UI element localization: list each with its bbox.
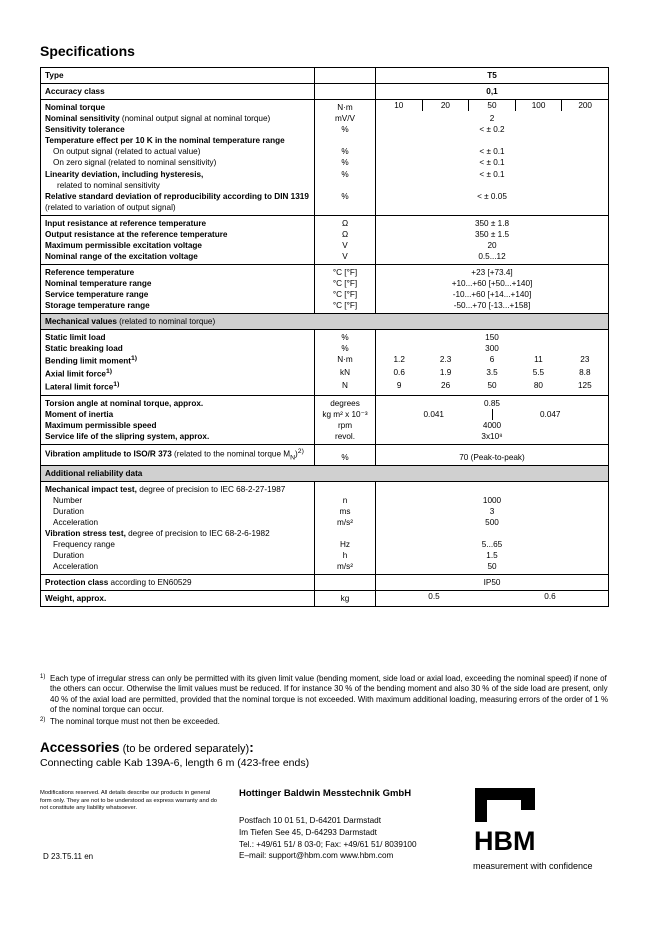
vibration-row: Vibration amplitude to ISO/R 373 (related to the nominal torque $M_N)^{2)}$ % 70 (Peak-to-peak) — [41, 445, 609, 466]
lateral-row: Lateral limit force$^{1)}$ N 9 26 50 80 125 — [41, 380, 609, 395]
temp-output-row: On output signal (related to actual value) % < ± 0.1 — [41, 146, 609, 157]
logo-slogan: measurement with confidence — [473, 861, 593, 871]
temp-zero-row: On zero signal (related to nominal sensitivity) % < ± 0.1 — [41, 157, 609, 168]
nominal-temperature-row: Nominal temperature range °C [°F] +10...+60 [+50...+140] — [41, 278, 609, 289]
vibration-frequency-row: Frequency range Hz 5...65 — [41, 539, 609, 550]
document-id: D 23.T5.11 en — [43, 852, 94, 861]
impact-duration-row: Duration ms 3 — [41, 506, 609, 517]
max-speed-row: Maximum permissible speed rpm 4000 — [41, 420, 609, 431]
accessories-item: Connecting cable Kab 139A-6, length 6 m (423-free ends) — [40, 757, 310, 769]
hbm-logo — [473, 786, 613, 871]
vibration-acceleration-row: Acceleration m/s² 50 — [41, 561, 609, 575]
nominal-excitation-row: Nominal range of the excitation voltage V 0.5...12 — [41, 251, 609, 265]
vibration-stress-row: Vibration stress test, degree of precision to IEC 68-2-6-1982 — [41, 528, 609, 539]
linearity-row: Linearity deviation, including hysteresis, related to nominal sensitivity % < ± 0.1 — [41, 169, 609, 191]
protection-row: Protection class according to EN60529 IP50 — [41, 575, 609, 591]
type-row: Type T5 — [41, 68, 609, 84]
temp-effect-row: Temperature effect per 10 K in the nominal temperature range — [41, 135, 609, 146]
sensitivity-row: Nominal sensitivity (nominal output signal at nominal torque) mV/V 2 — [41, 113, 609, 124]
reference-temperature-row: Reference temperature °C [°F] +23 [+73.4] — [41, 265, 609, 279]
disclaimer: Modifications reserved. All details describe our products in general form only. They are not to be understood as express warranty and do not constitute any liability whatsoever. — [40, 790, 218, 812]
impact-number-row: Number n 1000 — [41, 495, 609, 506]
company-address: Hottinger Baldwin Messtechnik GmbH Postfach 10 01 51, D-64201 Darmstadt Im Tiefen See 45, D-64293 Darmstadt Tel.: +49/61 51/ 8 03-0; Fax: +49/61 51/ 8039100 E–mail: support@hbm.com www.hbm.com — [239, 788, 417, 861]
max-excitation-row: Maximum permissible excitation voltage V 20 — [41, 240, 609, 251]
static-breaking-row: Static breaking load % 300 — [41, 343, 609, 354]
weight-row: Weight, approx. kg 0.5 0.6 — [41, 591, 609, 607]
impact-test-row: Mechanical impact test, degree of precision to IEC 68-2-27-1987 — [41, 481, 609, 495]
sensitivity-tolerance-row: Sensitivity tolerance % < ± 0.2 — [41, 124, 609, 135]
static-limit-row: Static limit load % 150 — [41, 330, 609, 344]
bending-row: Bending limit moment$^{1)}$ N·m 1.2 2.3 6 11 23 — [41, 354, 609, 367]
footnote-1: 1) Each type of irregular stress can only be permitted with its given limit value (bending moment, side load or axial load, exceeding the nominal speed) if none of the others can occur. Otherwise the limit values must be reduced. If for instance 30 % of the bending moment and also 30 % of the side load are present, only 40 % of the axial load are permitted, provided that the nominal torque is not exceeded. With maximum additional loading, measuring errors of the order of 1 % of the nominal torque can occur. — [40, 674, 609, 715]
inertia-row: Moment of inertia kg m² x 10⁻³ 0.041 0.047 — [41, 409, 609, 420]
spec-table — [40, 67, 609, 607]
footnote-2: 2) The nominal torque must not then be exceeded. — [40, 716, 220, 726]
footnotes — [40, 674, 610, 728]
service-life-row: Service life of the slipring system, approx. revol. 3x10⁸ — [41, 431, 609, 445]
input-resistance-row: Input resistance at reference temperature Ω 350 ± 1.8 — [41, 215, 609, 229]
reliability-header-row: Additional reliability data — [41, 465, 609, 481]
nominal-torque-row: Nominal torque N·m 10 20 50 100 200 — [41, 100, 609, 114]
axial-row: Axial limit force$^{1)}$ kN 0.6 1.9 3.5 5.5 8.8 — [41, 367, 609, 380]
mechanical-header-row: Mechanical values (related to nominal torque) — [41, 314, 609, 330]
impact-acceleration-row: Acceleration m/s² 500 — [41, 517, 609, 528]
output-resistance-row: Output resistance at the reference temperature Ω 350 ± 1.5 — [41, 229, 609, 240]
torsion-row: Torsion angle at nominal torque, approx. degrees 0.85 — [41, 395, 609, 409]
reproducibility-row: Relative standard deviation of reproducibility according to DIN 1319 (related to variation of output signal) % < ± 0.05 — [41, 191, 609, 216]
accessories-section — [40, 740, 309, 769]
service-temperature-row: Service temperature range °C [°F] -10...+60 [+14...+140] — [41, 289, 609, 300]
company-name: Hottinger Baldwin Messtechnik GmbH — [239, 788, 412, 799]
accuracy-row: Accuracy class 0,1 — [41, 84, 609, 100]
svg-text:HBM: HBM — [474, 826, 536, 854]
page-title: Specifications — [40, 43, 135, 59]
vibration-duration-row: Duration h 1.5 — [41, 550, 609, 561]
hbm-logo-mark-icon — [473, 786, 537, 854]
accessories-heading: Accessories (to be ordered separately): — [40, 740, 254, 755]
storage-temperature-row: Storage temperature range °C [°F] -50...+70 [-13...+158] — [41, 300, 609, 314]
